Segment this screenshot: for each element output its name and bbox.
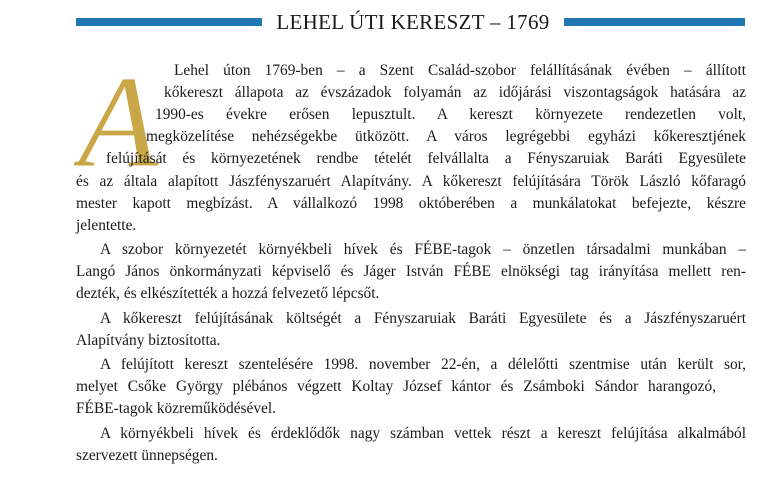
text-line: A felújított kereszt szentelésére 1998. november 22-én, a délelőtti szentmise után került sor, [100,356,746,373]
text-line: melyet Csőke György plébános végzett Koltay József kántor és Zsámboki Sándor harangozó, [76,378,716,395]
page-title: LEHEL ÚTI KERESZT – 1769 [276,10,550,34]
text-line: A kőkereszt felújításának költségét a Fényszaruiak Baráti Egyesülete és a Jászfényszaruért [100,310,746,327]
title-bar-right [564,18,745,26]
text-line: FÉBE-tagok közreműködésével. [76,400,277,417]
text-line: jelentette. [76,217,137,234]
title-row [76,8,745,36]
text-line: 1990-es évekre erősen lepusztult. A kereszt környezete rendezetlen volt, [155,106,746,123]
text-line: dezték, és elkészítették a hozzá felvezető lépcsőt. [76,285,380,302]
svg-text:A: A [78,50,159,175]
text-line: Langó János önkormányzati képviselő és Jáger István FÉBE elnökségi tag irányítása mellett ren- [76,263,746,280]
text-line: A szobor környezetét környékbeli hívek és FÉBE-tagok – önzetlen társadalmi munkában – [100,241,746,258]
text-line: és az általa alapított Jászfényszaruért Alapítvány. A kőkereszt felújítására Török László kőfaragó [76,173,746,190]
text-line: kőkereszt állapota az évszázadok folyamán az időjárási viszontagságok hatására az [164,84,746,101]
text-line: Alapítvány biztosította. [76,332,221,349]
text-line: felújítását és környezetének rendbe tételét felvállalta a Fényszaruiak Baráti Egyesülete [106,150,746,167]
text-line: megközelítése nehézségekbe ütközött. A város legrégebbi egyházi kőkeresztjének [146,128,746,145]
text-line: A környékbeli hívek és érdeklődők nagy számban vettek részt a kereszt felújítása alkalmából [100,425,746,442]
text-line: szervezett ünnepségen. [76,447,218,464]
text-line: Lehel úton 1769-ben – a Szent Család-szobor felállításának évében – állított [174,62,746,79]
text-line: mester kapott megbízást. A vállalkozó 1998 októberében a munkálatokat befejezte, készre [76,195,746,212]
title-bar-left [76,18,262,26]
